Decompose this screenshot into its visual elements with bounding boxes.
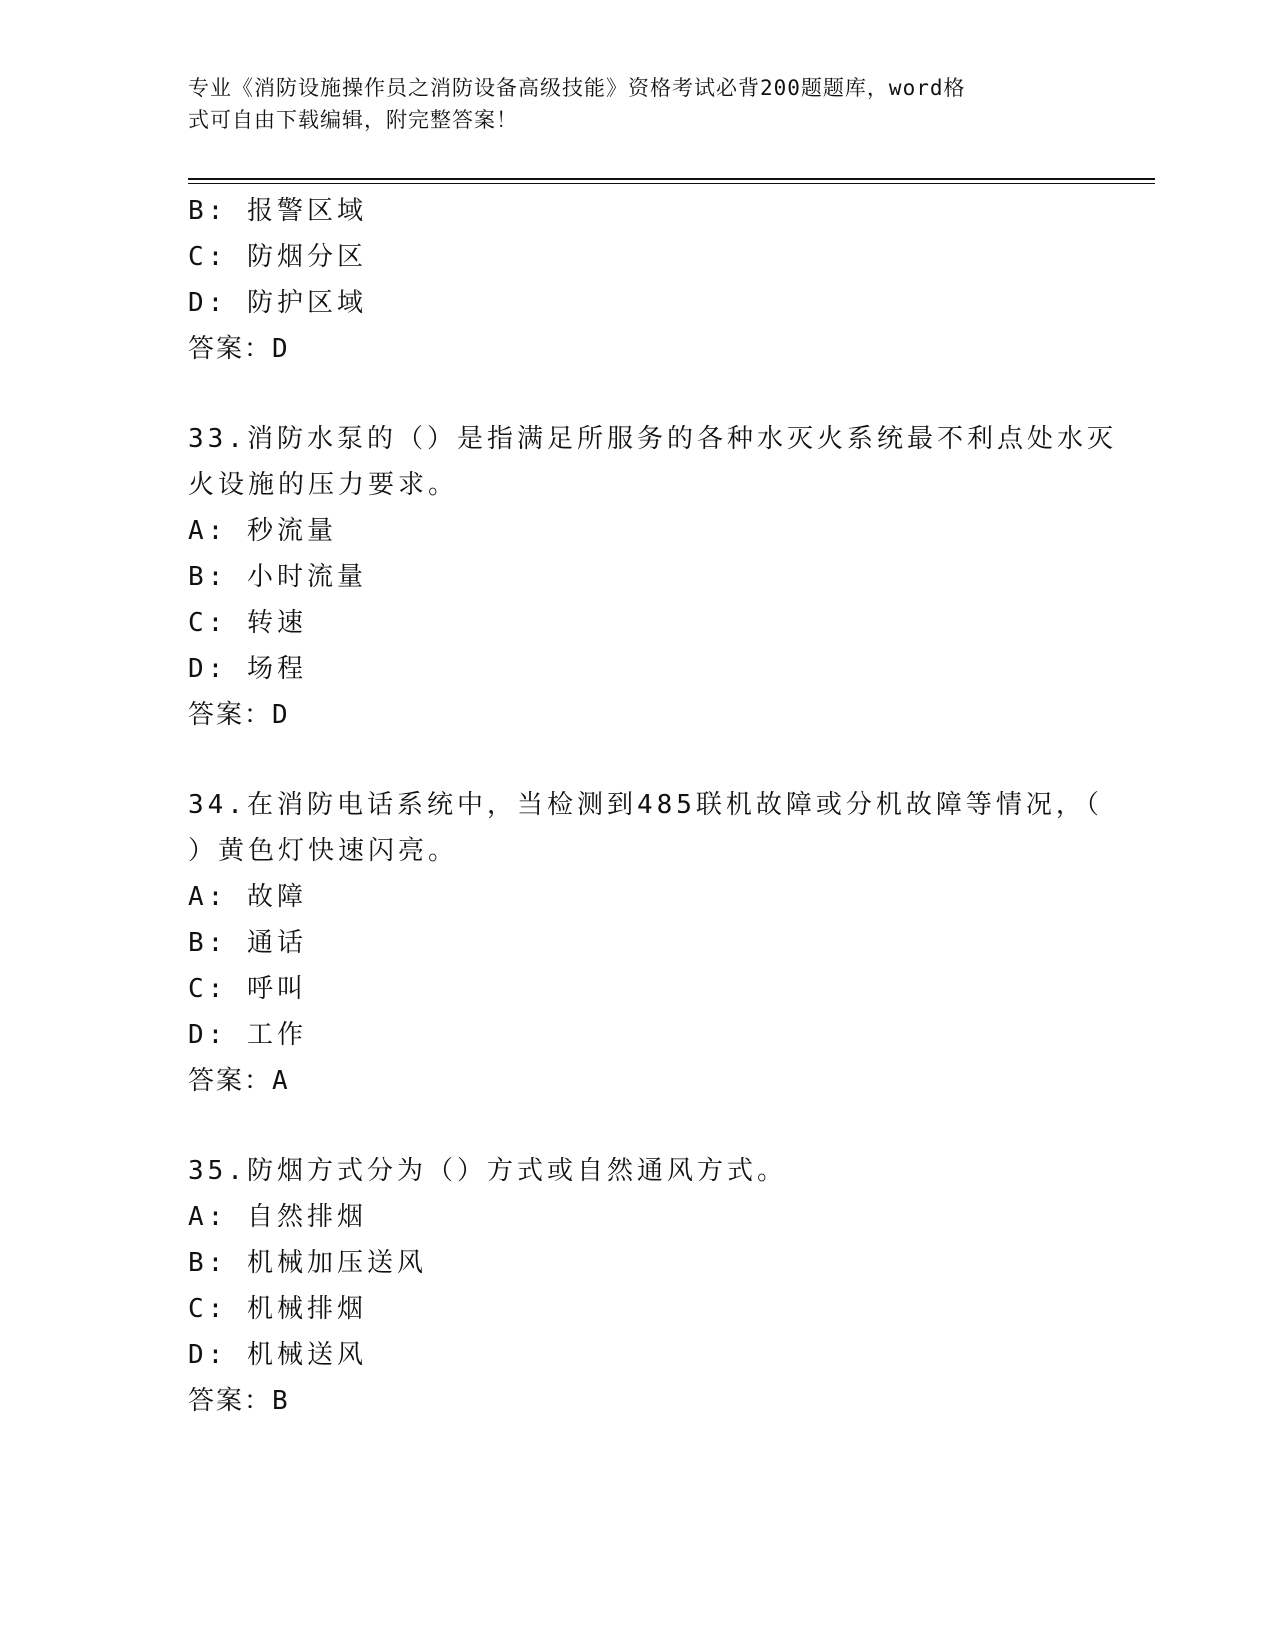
answer-line: 答案：A [188, 1066, 290, 1096]
option-b: B: 报警区域 [188, 196, 367, 226]
option-c: C: 呼叫 [188, 974, 307, 1004]
option-d: D: 场程 [188, 654, 307, 684]
header-rule-thick [188, 178, 1155, 180]
option-c: C: 转速 [188, 608, 307, 638]
document-header [188, 72, 1068, 136]
option-a: A: 故障 [188, 882, 307, 912]
option-b: B: 小时流量 [188, 562, 367, 592]
question-33 [188, 416, 1117, 738]
question-content [188, 188, 1117, 1424]
header-line-1: 专业《消防设施操作员之消防设备高级技能》资格考试必背200题题库，word格 [188, 76, 966, 100]
answer-line: 答案：D [188, 700, 290, 730]
option-a: A: 自然排烟 [188, 1202, 367, 1232]
header-rule-thin [188, 183, 1155, 184]
option-c: C: 防烟分区 [188, 242, 367, 272]
option-d: D: 机械送风 [188, 1340, 367, 1370]
question-34 [188, 782, 1103, 1104]
question-stem-line: 34.在消防电话系统中，当检测到485联机故障或分机故障等情况，（ [188, 790, 1103, 820]
question-stem-line: ）黄色灯快速闪亮。 [188, 836, 459, 866]
option-b: B: 机械加压送风 [188, 1248, 427, 1278]
question-stem-line: 火设施的压力要求。 [188, 470, 459, 500]
option-a: A: 秒流量 [188, 516, 337, 546]
option-d: D: 工作 [188, 1020, 307, 1050]
answer-line: 答案：B [188, 1386, 290, 1416]
question-35 [188, 1148, 1088, 1424]
question-stem-line: 33.消防水泵的（）是指满足所服务的各种水灭火系统最不利点处水灭 [188, 424, 1117, 454]
option-d: D: 防护区域 [188, 288, 367, 318]
option-b: B: 通话 [188, 928, 307, 958]
question-stem-line: 35.防烟方式分为（）方式或自然通风方式。 [188, 1156, 787, 1186]
option-c: C: 机械排烟 [188, 1294, 367, 1324]
header-line-2: 式可自由下载编辑，附完整答案！ [188, 108, 518, 132]
prev-question-tail [188, 188, 1088, 372]
answer-line: 答案：D [188, 334, 290, 364]
